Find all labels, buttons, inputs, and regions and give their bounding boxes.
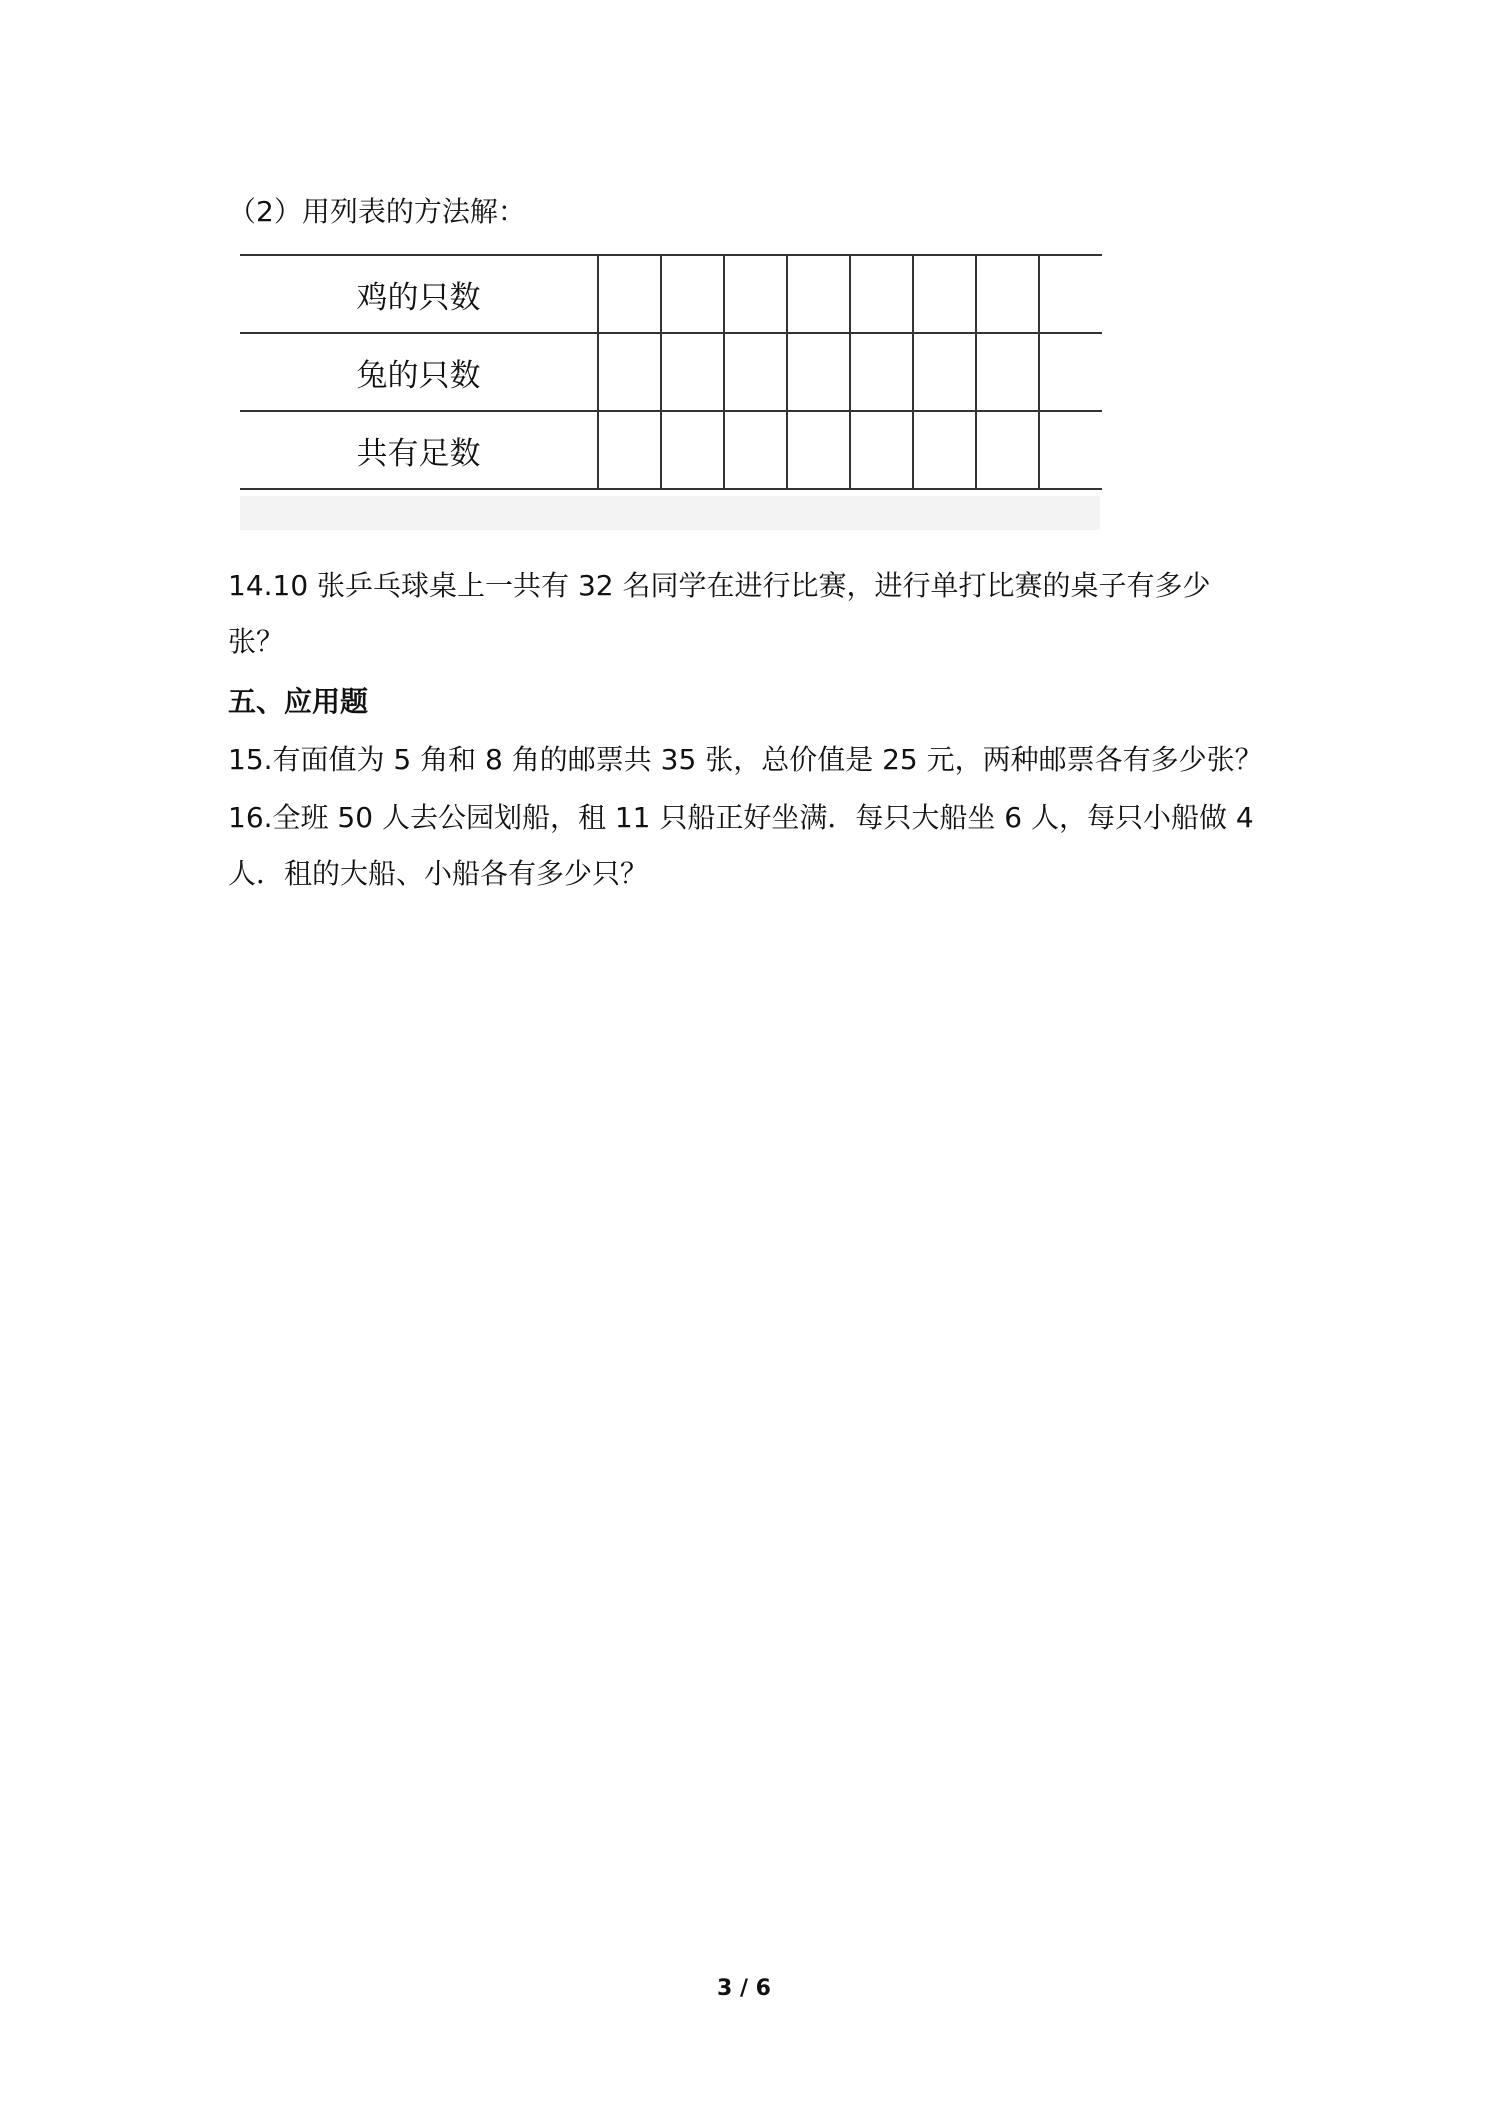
table-cell bbox=[787, 333, 850, 411]
table-cell bbox=[598, 411, 661, 489]
question-14-line-1: 14.10 张乒乓球桌上一共有 32 名同学在进行比赛，进行单打比赛的桌子有多少 bbox=[228, 569, 1211, 602]
table-cell bbox=[598, 255, 661, 333]
question-14-line-2: 张？ bbox=[228, 625, 285, 658]
question-16-line-2: 人．租的大船、小船各有多少只？ bbox=[228, 857, 649, 890]
table-cell bbox=[724, 411, 787, 489]
table-cell bbox=[724, 255, 787, 333]
table-cell bbox=[1039, 333, 1102, 411]
question-16-line-1: 16.全班 50 人去公园划船，租 11 只船正好坐满．每只大船坐 6 人，每只小船做 4 bbox=[228, 801, 1254, 834]
table-cell bbox=[787, 255, 850, 333]
table-cell bbox=[976, 255, 1039, 333]
row-label-total-feet: 共有足数 bbox=[240, 411, 598, 489]
table-row bbox=[240, 255, 1102, 333]
sub-question-2: （2）用列表的方法解： bbox=[228, 195, 526, 228]
table-cell bbox=[913, 411, 976, 489]
table-cell bbox=[976, 411, 1039, 489]
table-cell bbox=[1039, 255, 1102, 333]
table-cell bbox=[850, 333, 913, 411]
chicken-rabbit-table-container bbox=[240, 254, 1100, 530]
table-cell bbox=[1039, 411, 1102, 489]
table-cell bbox=[850, 411, 913, 489]
table-cell bbox=[661, 255, 724, 333]
table-cell bbox=[724, 333, 787, 411]
question-15: 15.有面值为 5 角和 8 角的邮票共 35 张，总价值是 25 元，两种邮票各有多少张？ bbox=[228, 743, 1263, 776]
table-cell bbox=[661, 411, 724, 489]
page-number: 3 / 6 bbox=[717, 1976, 771, 2001]
table-cell bbox=[787, 411, 850, 489]
table-cell bbox=[850, 255, 913, 333]
section-5-heading: 五、应用题 bbox=[228, 685, 369, 718]
row-label-rabbits: 兔的只数 bbox=[240, 333, 598, 411]
row-label-chickens: 鸡的只数 bbox=[240, 255, 598, 333]
table-cell bbox=[913, 255, 976, 333]
chicken-rabbit-table bbox=[240, 254, 1102, 490]
table-cell bbox=[913, 333, 976, 411]
table-cell bbox=[598, 333, 661, 411]
table-row bbox=[240, 333, 1102, 411]
table-row bbox=[240, 411, 1102, 489]
table-cell bbox=[976, 333, 1039, 411]
table-cell bbox=[661, 333, 724, 411]
